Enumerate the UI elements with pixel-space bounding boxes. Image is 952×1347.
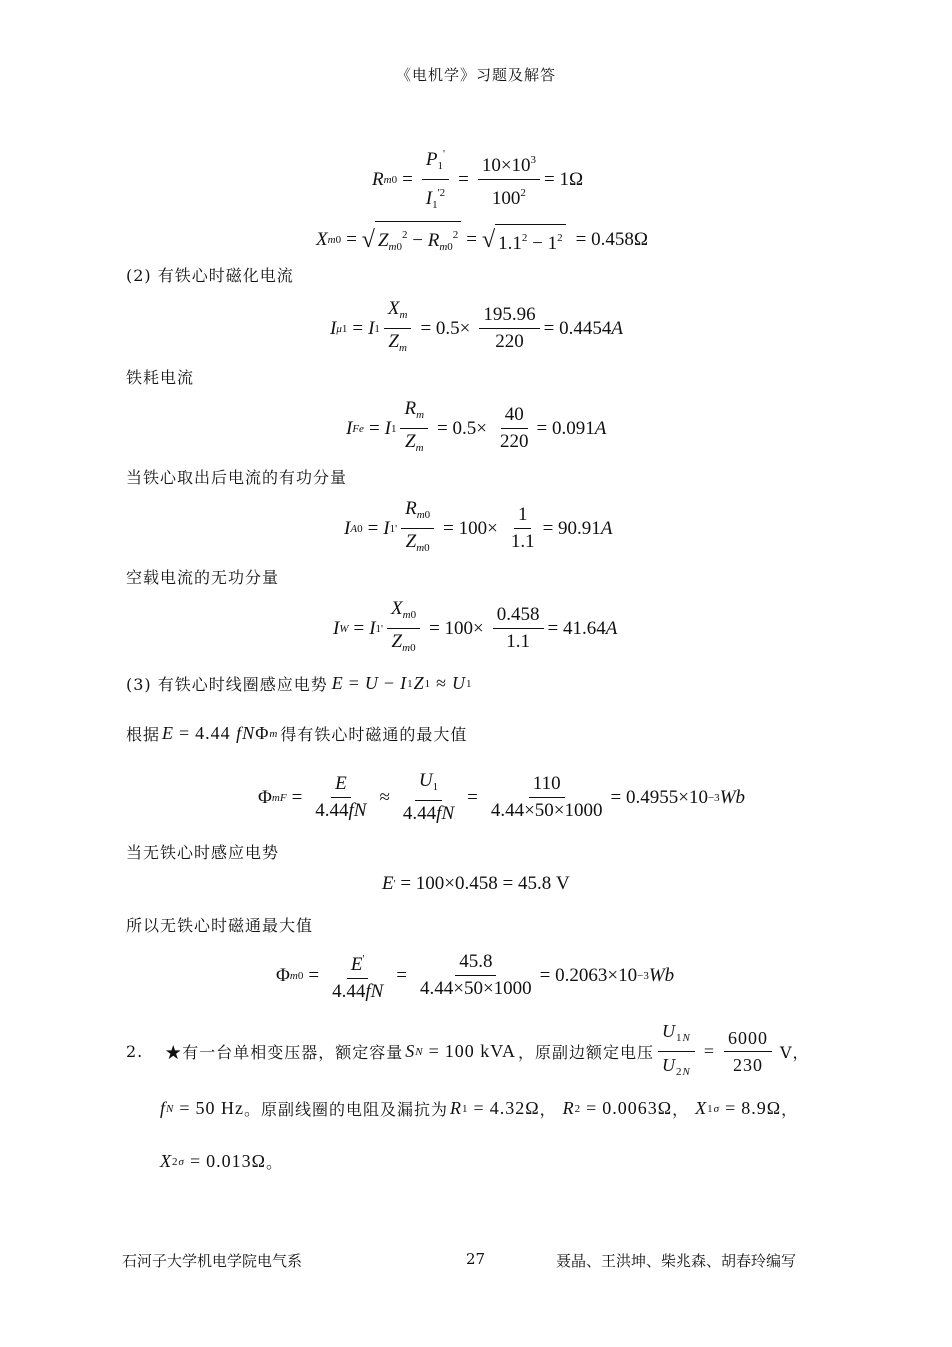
eq-active-current: I A0 = I 1 ' $\frac{R_{m0}}{Z_{m0}}$ = 100× $\frac{1}{1.1}$ = 90.91 A	[344, 498, 613, 554]
eq-rm0: R m 0 = $\frac{P_1'}{I_1^{'2}}$ = $\frac{10\times 10^3}{100^2}$ = 1Ω	[372, 143, 583, 216]
eq-flux-with-core: Φ mF = $\frac{E}{4.44fN}$ ≈ $\frac{U_1}{4.44fN}$ = $\frac{110}{4.44\times 50\times 1000}$ = 0.4955×10 −3 Wb	[258, 770, 746, 824]
flux-max-heading: 根据 E = 4.44 fN Φ m 得有铁心时磁通的最大值	[126, 723, 468, 744]
eq-flux-no-core: Φ m0 = $\frac{E'}{4.44fN}$ = $\frac{45.8}{4.44\times 50\times 1000}$ = 0.2063×10 −3 Wb	[276, 948, 674, 1003]
section-2-heading: (2) 有铁心时磁化电流	[126, 266, 294, 285]
eq-magnetizing-current: I μ1 = I 1 $\frac{X_m}{Z_m}$ = 0.5× $\frac{195.96}{220}$ = 0.4454 A	[330, 298, 623, 354]
reactive-component-heading: 空载电流的无功分量	[126, 568, 280, 587]
eq-xm0: X m 0 = √ $Z_{m0}^2 - R_{m0}^2$ = √ $1.1^2 - 1^2$ = 0.458Ω	[316, 221, 648, 258]
footer-authors: 聂晶、王洪坤、柴兆森、胡春玲编写	[556, 1252, 797, 1270]
eq-emf-no-core: E ' = 100×0.458 = 45.8 V	[382, 873, 570, 894]
eq-reactive-current: I W = I 1 ' $\frac{X_{m0}}{Z_{m0}}$ = 100× $\frac{0.458}{1.1}$ = 41.64 A	[333, 598, 618, 654]
iron-loss-heading: 铁耗电流	[126, 368, 195, 387]
active-component-heading: 当铁心取出后电流的有功分量	[126, 468, 348, 487]
no-core-emf-heading: 当无铁心时感应电势	[126, 843, 280, 862]
page-header: 《电机学》习题及解答	[395, 66, 556, 84]
problem-2-line-1: 2. ★有一台单相变压器，额定容量 S N = 100 kVA ，原副边额定电压 $\frac{U_{1N}}{U_{2N}}$ = $\frac{6000}{230}$ V，	[126, 1021, 810, 1078]
no-core-flux-heading: 所以无铁心时磁通最大值	[126, 916, 314, 935]
eq-iron-loss-current: I Fe = I 1 $\frac{R_m}{Z_m}$ = 0.5× $\frac{40}{220}$ = 0.091 A	[346, 398, 607, 454]
problem-2-line-3: X 2σ = 0.013Ω 。	[160, 1151, 283, 1172]
problem-2-line-2: f N = 50 Hz 。原副线圈的电阻及漏抗为 R 1 = 4.32Ω ， R 2 = 0.0063Ω ， X 1σ = 8.9Ω ，	[160, 1098, 799, 1119]
footer-institution: 石河子大学机电学院电气系	[122, 1252, 303, 1270]
section-3-heading: (3) 有铁心时线圈感应电势 E = U − I 1 Z 1 ≈ U 1	[126, 673, 473, 694]
page-number: 27	[466, 1250, 486, 1268]
